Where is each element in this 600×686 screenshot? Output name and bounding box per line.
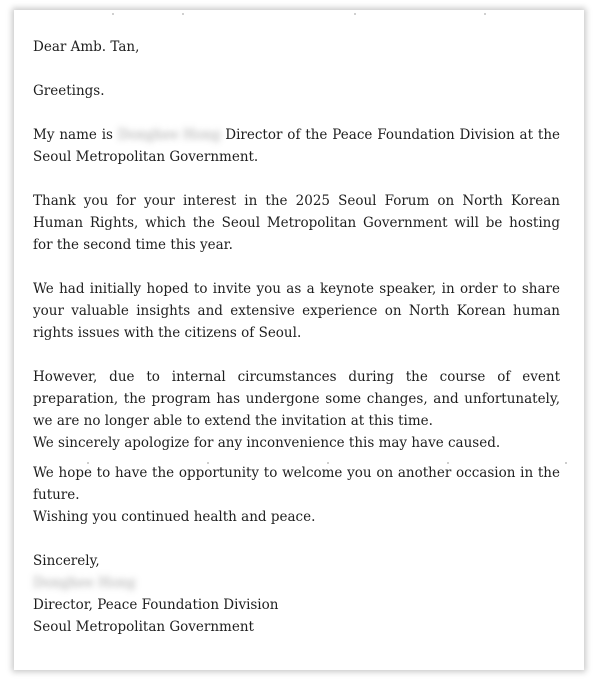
intro-suffix: Director of the Peace Foundation Division at the Seoul Metropolitan Government. [33, 127, 561, 165]
redacted-sender-name: Donghee Hong [117, 127, 221, 143]
letter-intro [33, 124, 560, 168]
letter-paragraph-thanks: Thank you for your interest in the 2025 Seoul Forum on North Korean Human Rights, which the Seoul Metropolitan Government will be hosting for the second time this year. [33, 193, 560, 253]
signature-title: Director, Peace Foundation Division [33, 597, 279, 613]
letter-paragraph-however: However, due to internal circumstances during the course of event preparation, the program has undergone some changes, and unfortunately, we are no longer able to extend the invitation at this time. [33, 369, 560, 429]
letter-paragraph-hope: We hope to have the opportunity to welcome you on another occasion in the future. [33, 465, 560, 503]
letter-paragraph-wish: Wishing you continued health and peace. [33, 509, 316, 525]
signature-organization: Seoul Metropolitan Government [33, 619, 254, 635]
closing: Sincerely, [33, 553, 100, 569]
signature-block [33, 550, 560, 638]
letter-page [14, 10, 584, 670]
letter-greeting: Greetings. [33, 83, 105, 99]
letter-paragraph-invite: We had initially hoped to invite you as a keynote speaker, in order to share your valuable insights and extensive experience on North Korean human rights issues with the citizens of Seoul. [33, 281, 560, 341]
intro-prefix: My name is [33, 127, 113, 143]
scan-artifact [14, 13, 584, 15]
letter-paragraph-apology: We sincerely apologize for any inconvenience this may have caused. [33, 435, 501, 451]
redacted-signature-name: Donghee Hong [33, 575, 136, 591]
letter-salutation: Dear Amb. Tan, [33, 39, 140, 55]
